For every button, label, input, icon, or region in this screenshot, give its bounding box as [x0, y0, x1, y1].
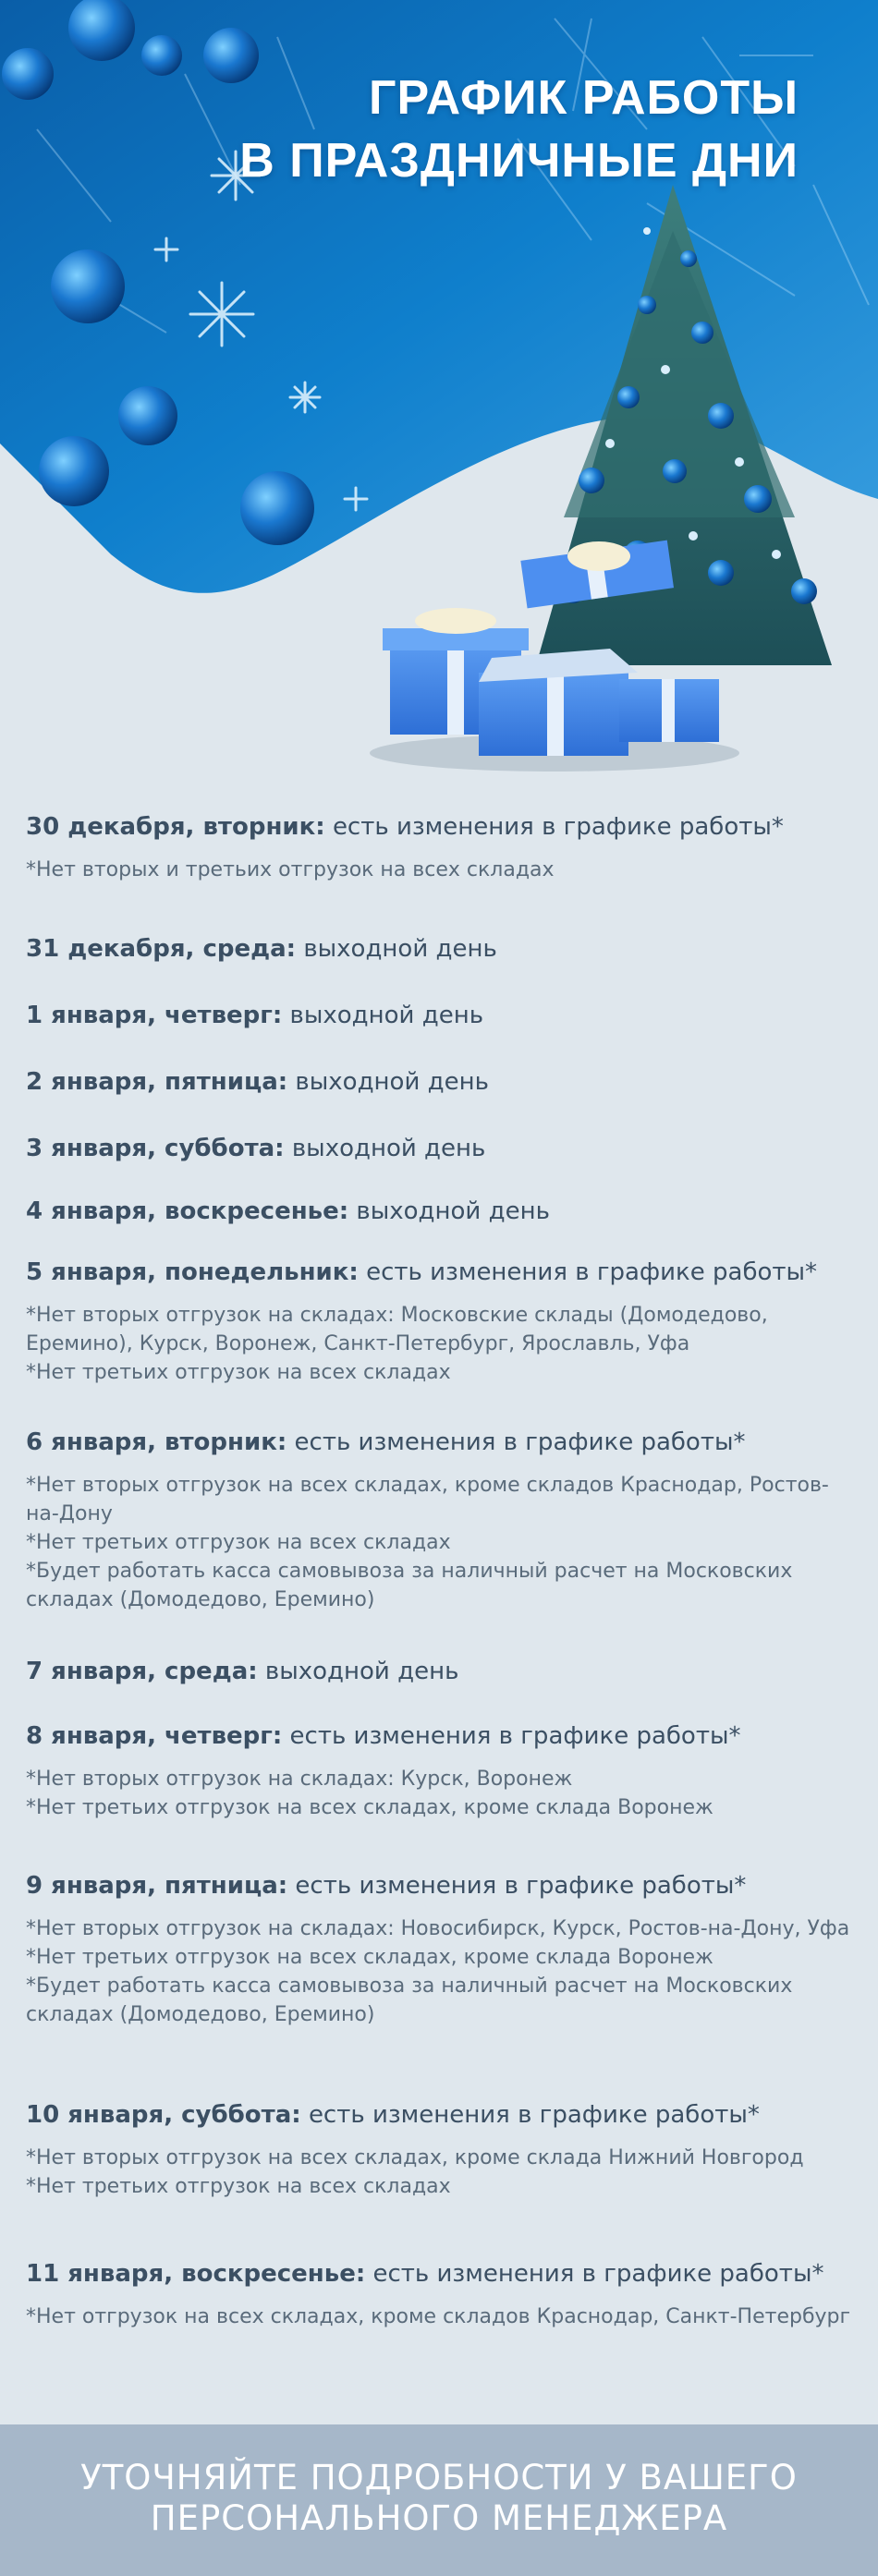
day-date: 3 января, суббота:: [26, 1135, 285, 1162]
title-line-1: ГРАФИК РАБОТЫ: [369, 71, 799, 125]
schedule-day: [26, 1002, 852, 1029]
day-status: выходной день: [289, 1002, 484, 1029]
schedule-day: [26, 1428, 852, 1614]
day-heading: [26, 1197, 852, 1225]
day-status: выходной день: [356, 1197, 550, 1225]
day-date: 5 января, понедельник:: [26, 1258, 359, 1286]
day-note: *Будет работать касса самовывоза за наличный расчет на Московских складах (Домодедово, Еремино): [26, 1975, 793, 2026]
day-notes: [26, 856, 852, 884]
schedule-day: [26, 2101, 852, 2201]
day-heading: [26, 813, 852, 841]
day-heading: [26, 1428, 852, 1456]
hero-banner: [0, 0, 878, 795]
day-date: 1 января, четверг:: [26, 1002, 283, 1029]
day-status: есть изменения в графике работы*: [308, 2101, 760, 2129]
day-date: 10 января, суббота:: [26, 2101, 301, 2129]
day-note: *Нет третьих отгрузок на всех складах, кроме склада Воронеж: [26, 1796, 713, 1819]
schedule-day: [26, 1197, 852, 1225]
page-title: [239, 67, 799, 192]
schedule-day: [26, 1872, 852, 2029]
day-heading: [26, 935, 852, 963]
day-heading: [26, 1658, 852, 1685]
schedule-day: [26, 1068, 852, 1096]
schedule-day: [26, 1258, 852, 1387]
day-date: 8 января, четверг:: [26, 1722, 283, 1750]
day-date: 31 декабря, среда:: [26, 935, 297, 963]
schedule-day: [26, 1722, 852, 1822]
day-notes: [26, 2303, 852, 2331]
day-status: есть изменения в графике работы*: [294, 1428, 746, 1456]
schedule-day: [26, 813, 852, 884]
title-line-2: В ПРАЗДНИЧНЫЕ ДНИ: [239, 134, 799, 188]
day-note: *Нет вторых отгрузок на складах: Московские склады (Домодедово, Еремино), Курск, Воронеж, Санкт-Петербург, Ярославль, Уфа: [26, 1304, 768, 1355]
day-note: *Нет третьих отгрузок на всех складах: [26, 1531, 451, 1554]
day-status: есть изменения в графике работы*: [332, 813, 784, 841]
day-notes: [26, 1765, 852, 1822]
day-status: выходной день: [295, 1068, 489, 1096]
day-status: выходной день: [291, 1135, 486, 1162]
schedule-day: [26, 1135, 852, 1162]
day-heading: [26, 1722, 852, 1750]
day-status: есть изменения в графике работы*: [289, 1722, 741, 1750]
day-date: 2 января, пятница:: [26, 1068, 288, 1096]
schedule-day: [26, 1658, 852, 1685]
day-note: *Нет вторых отгрузок на всех складах, кроме склада Нижний Новгород: [26, 2146, 804, 2169]
day-notes: [26, 1914, 852, 2029]
day-date: 30 декабря, вторник:: [26, 813, 325, 841]
day-heading: [26, 1872, 852, 1900]
day-heading: [26, 1068, 852, 1096]
day-date: 7 января, среда:: [26, 1658, 258, 1685]
day-note: *Нет вторых отгрузок на складах: Курск, Воронеж: [26, 1768, 573, 1791]
day-note: *Нет вторых отгрузок на всех складах, кроме складов Краснодар, Ростов-на-Дону: [26, 1474, 829, 1525]
day-date: 4 января, воскресенье:: [26, 1197, 349, 1225]
day-date: 9 января, пятница:: [26, 1872, 288, 1900]
day-note: *Нет вторых и третьих отгрузок на всех складах: [26, 858, 555, 881]
day-heading: [26, 2260, 852, 2288]
day-heading: [26, 2101, 852, 2129]
day-note: *Нет отгрузок на всех складах, кроме складов Краснодар, Санкт-Петербург: [26, 2305, 851, 2328]
day-note: *Нет третьих отгрузок на всех складах: [26, 1361, 451, 1384]
day-status: есть изменения в графике работы*: [295, 1872, 747, 1900]
day-status: выходной день: [303, 935, 497, 963]
day-note: *Нет третьих отгрузок на всех складах: [26, 2175, 451, 2198]
day-heading: [26, 1002, 852, 1029]
day-note: *Нет третьих отгрузок на всех складах, кроме склада Воронеж: [26, 1946, 713, 1969]
day-date: 11 января, воскресенье:: [26, 2260, 366, 2288]
day-heading: [26, 1258, 852, 1286]
day-note: *Будет работать касса самовывоза за наличный расчет на Московских складах (Домодедово, Еремино): [26, 1560, 793, 1611]
footer-banner: [0, 2424, 878, 2576]
schedule-day: [26, 935, 852, 963]
day-note: *Нет вторых отгрузок на складах: Новосибирск, Курск, Ростов-на-Дону, Уфа: [26, 1917, 850, 1940]
day-status: есть изменения в графике работы*: [366, 1258, 818, 1286]
day-notes: [26, 2144, 852, 2201]
day-status: выходной день: [264, 1658, 459, 1685]
schedule-day: [26, 2260, 852, 2331]
footer-line-1: УТОЧНЯЙТЕ ПОДРОБНОСТИ У ВАШЕГО: [80, 2458, 798, 2497]
footer-line-2: ПЕРСОНАЛЬНОГО МЕНЕДЖЕРА: [150, 2498, 728, 2538]
day-status: есть изменения в графике работы*: [372, 2260, 824, 2288]
day-date: 6 января, вторник:: [26, 1428, 287, 1456]
day-notes: [26, 1471, 852, 1614]
day-notes: [26, 1301, 852, 1387]
day-heading: [26, 1135, 852, 1162]
